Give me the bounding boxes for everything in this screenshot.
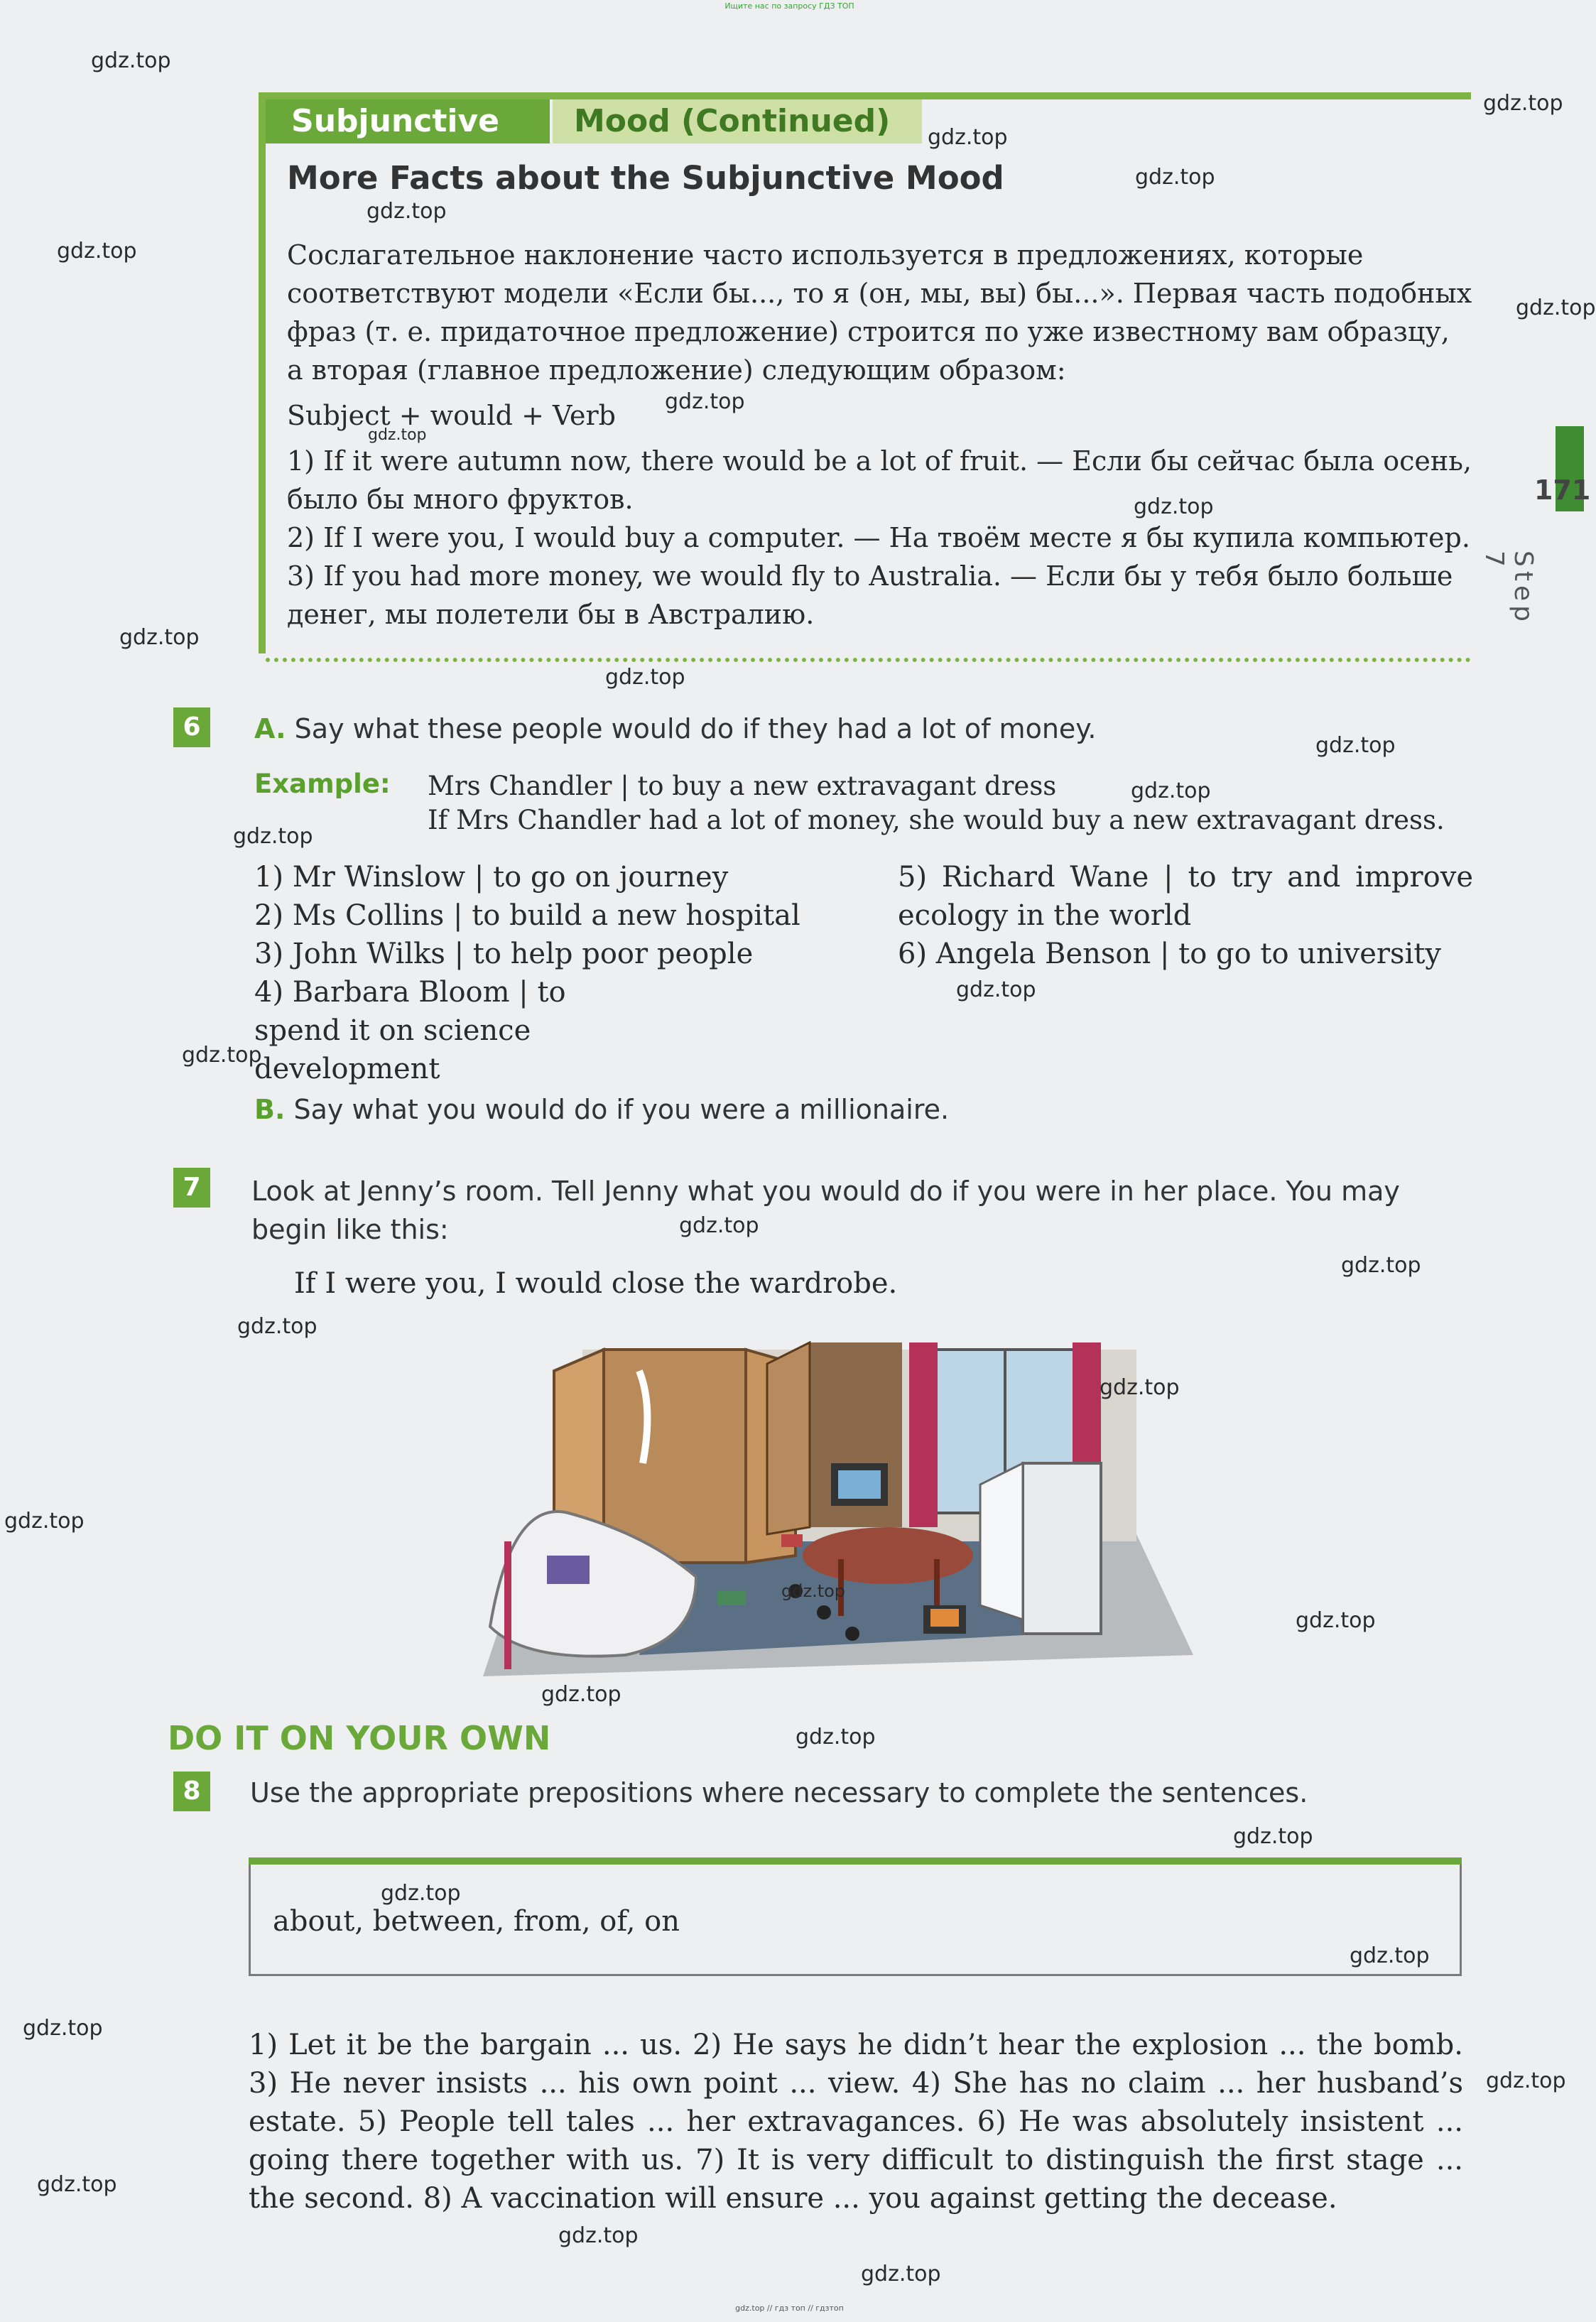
- grammar-box-top-border: [259, 92, 1471, 99]
- watermark: gdz.top: [1341, 1253, 1421, 1278]
- exercise-6a-letter: A.: [254, 713, 286, 744]
- watermark: gdz.top: [37, 2172, 117, 2197]
- header-note: Ищите нас по запросу ГДЗ ТОП: [724, 1, 854, 11]
- example-label: Example:: [254, 769, 391, 799]
- grammar-example-1: 1) If it were autumn now, there would be a lot of fruit. — Если бы сейчас была осень, было бы много фруктов.: [287, 445, 1472, 515]
- grammar-title-part2: Mood (Continued): [553, 99, 922, 143]
- exercise-6a-instruction: [254, 713, 1096, 744]
- footer-note: gdz.top // гдз топ // гдзтоп: [735, 2304, 844, 2313]
- watermark: gdz.top: [1483, 91, 1563, 116]
- step-label: Step 7: [1480, 550, 1538, 626]
- exercise-7-number: 7: [173, 1168, 210, 1208]
- watermark: gdz.top: [1315, 733, 1396, 758]
- grammar-example-2: 2) If I were you, I would buy a computer. — На твоём месте я бы купила компьютер.: [287, 522, 1470, 553]
- exercise-8-instruction: Use the appropriate prepositions where necessary to complete the sentences.: [250, 1777, 1308, 1808]
- list-item: 5) Richard Wane | to try and improve ecology in the world: [898, 861, 1473, 932]
- fridge: [980, 1463, 1101, 1634]
- watermark: gdz.top: [119, 625, 200, 650]
- watermark: gdz.top: [1350, 1943, 1430, 1968]
- watermark: gdz.top: [679, 1213, 759, 1238]
- watermark: gdz.top: [1233, 1824, 1313, 1849]
- watermark: gdz.top: [182, 1043, 262, 1068]
- exercise-6-right-items: [898, 858, 1473, 973]
- grammar-intro: Сослагательное наклонение часто используется в предложениях, которые соответствуют модели «Если бы..., то я (он, мы, вы) бы...». Первая часть подобных фраз (т. е. придаточное предложение) строится по уже известному вам образцу, а вторая (главное предложение) следующим образом:: [287, 239, 1472, 386]
- list-item: 4) Barbara Bloom | to spend it on science development: [254, 976, 566, 1085]
- exercise-6a-text: Say what these people would do if they had a lot of money.: [294, 713, 1097, 744]
- watermark: gdz.top: [665, 389, 745, 414]
- watermark: gdz.top: [4, 1509, 85, 1534]
- watermark: gdz.top: [1296, 1608, 1376, 1633]
- exercise-8-sentences: 1) Let it be the bargain ... us. 2) He says he didn’t hear the explosion ... the bomb. 3) He never insists ... his own point ... view. 4) She has no claim ... her husband’s estate. 5) People tell tales ... her extravagances. 6) He was absolutely insistent ... going there together with us. 7) It is very difficult to distinguish the first stage ... the second. 8) A vaccination will ensure ... you against getting the decease.: [249, 2029, 1463, 2215]
- watermark: gdz.top: [381, 1881, 461, 1906]
- watermark: gdz.top: [368, 426, 427, 444]
- exercise-6b-instruction: [254, 1094, 949, 1125]
- watermark: gdz.top: [1486, 2068, 1566, 2093]
- watermark: gdz.top: [928, 125, 1008, 150]
- exercise-7-instruction: Look at Jenny’s room. Tell Jenny what you would do if you were in her place. You may begin like this:: [251, 1176, 1400, 1245]
- list-item: 6) Angela Benson | to go to university: [898, 938, 1441, 970]
- jennys-room-illustration: [483, 1321, 1193, 1691]
- exercise-7-example: If I were you, I would close the wardrobe.: [294, 1267, 898, 1300]
- watermark: gdz.top: [861, 2262, 941, 2286]
- tv: [831, 1463, 888, 1506]
- watermark: gdz.top: [1516, 295, 1596, 320]
- exercise-6-number: 6: [173, 707, 210, 747]
- grammar-subtitle: More Facts about the Subjunctive Mood: [287, 159, 1004, 197]
- watermark: gdz.top: [558, 2223, 639, 2248]
- watermark: gdz.top: [541, 1682, 621, 1707]
- word-box-text: about, between, from, of, on: [273, 1905, 680, 1938]
- grammar-example-3: 3) If you had more money, we would fly to Australia. — Если бы у тебя было больше денег, мы полетели бы в Австралию.: [287, 560, 1453, 630]
- list-item: 3) John Wilks | to help poor people: [254, 938, 754, 970]
- watermark: gdz.top: [781, 1581, 846, 1601]
- example-line-1: Mrs Chandler | to buy a new extravagant dress: [428, 771, 1057, 801]
- watermark: gdz.top: [1100, 1375, 1180, 1400]
- watermark: gdz.top: [796, 1725, 876, 1749]
- word-box-top-border: [249, 1857, 1462, 1865]
- watermark: gdz.top: [605, 665, 685, 690]
- watermark: gdz.top: [91, 48, 171, 73]
- watermark: gdz.top: [1134, 494, 1214, 519]
- example-line-2: If Mrs Chandler had a lot of money, she would buy a new extravagant dress.: [428, 805, 1445, 835]
- section-title: DO IT ON YOUR OWN: [168, 1719, 551, 1757]
- watermark: gdz.top: [367, 199, 447, 224]
- exercise-8-number: 8: [173, 1772, 210, 1811]
- watermark: gdz.top: [57, 239, 137, 264]
- watermark: gdz.top: [1131, 778, 1211, 803]
- watermark: gdz.top: [237, 1314, 317, 1339]
- exercise-6-left-items: [254, 858, 872, 1088]
- grammar-title-part1: Subjunctive: [266, 99, 550, 143]
- list-item: 1) Mr Winslow | to go on journey: [254, 861, 729, 894]
- grammar-box-left-border: [259, 92, 266, 653]
- grammar-box-dotted-border: [266, 658, 1471, 662]
- list-item: 2) Ms Collins | to build a new hospital: [254, 899, 800, 932]
- exercise-6b-letter: B.: [254, 1094, 286, 1125]
- watermark: gdz.top: [956, 977, 1036, 1002]
- page-number: 171: [1534, 474, 1591, 506]
- watermark: gdz.top: [23, 2016, 103, 2041]
- watermark: gdz.top: [1135, 165, 1215, 190]
- grammar-formula: Subject + would + Verb: [287, 400, 616, 431]
- exercise-6b-text: Say what you would do if you were a millionaire.: [293, 1094, 950, 1125]
- watermark: gdz.top: [233, 824, 313, 849]
